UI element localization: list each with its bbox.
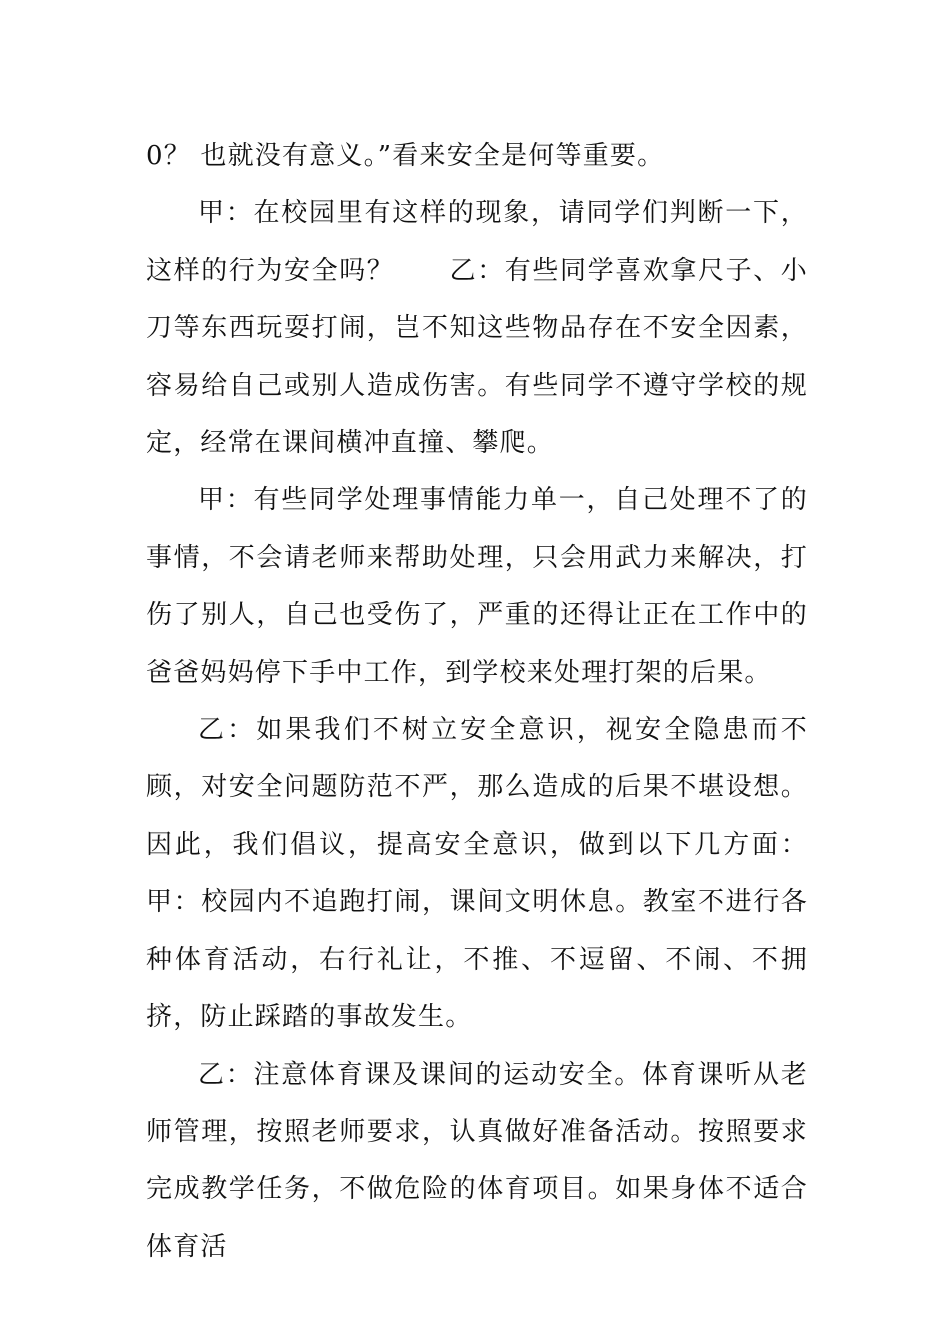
paragraph: 乙：注意体育课及课间的运动安全。体育课听从老师管理，按照老师要求，认真做好准备活动。按照要求完成教学任务，不做危险的体育项目。如果身体不适合体育活 <box>146 1059 808 1262</box>
paragraph: 甲：在校园里有这样的现象，请同学们判断一下，这样的行为安全吗？ 乙：有些同学喜欢拿尺子、小刀等东西玩耍打闹，岂不知这些物品存在不安全因素，容易给自己或别人造成伤害。有些同学不遵守学校的规定，经常在课间横冲直撞、攀爬。 <box>146 198 808 459</box>
paragraph: 甲：有些同学处理事情能力单一，自己处理不了的事情，不会请老师来帮助处理，只会用武力来解决，打伤了别人，自己也受伤了，严重的还得让正在工作中的爸爸妈妈停下手中工作，到学校来处理打架的后果。 <box>146 485 808 688</box>
document-body <box>146 128 808 1276</box>
paragraph: 乙：如果我们不树立安全意识，视安全隐患而不顾，对安全问题防范不严，那么造成的后果不堪设想。因此，我们倡议，提高安全意识，做到以下几方面：甲：校园内不追跑打闹，课间文明休息。教室不进行各种体育活动，右行礼让，不推、不逗留、不闹、不拥挤，防止踩踏的事故发生。 <box>146 715 808 1033</box>
paragraph: 0？ 也就没有意义。”看来安全是何等重要。 <box>146 141 665 171</box>
